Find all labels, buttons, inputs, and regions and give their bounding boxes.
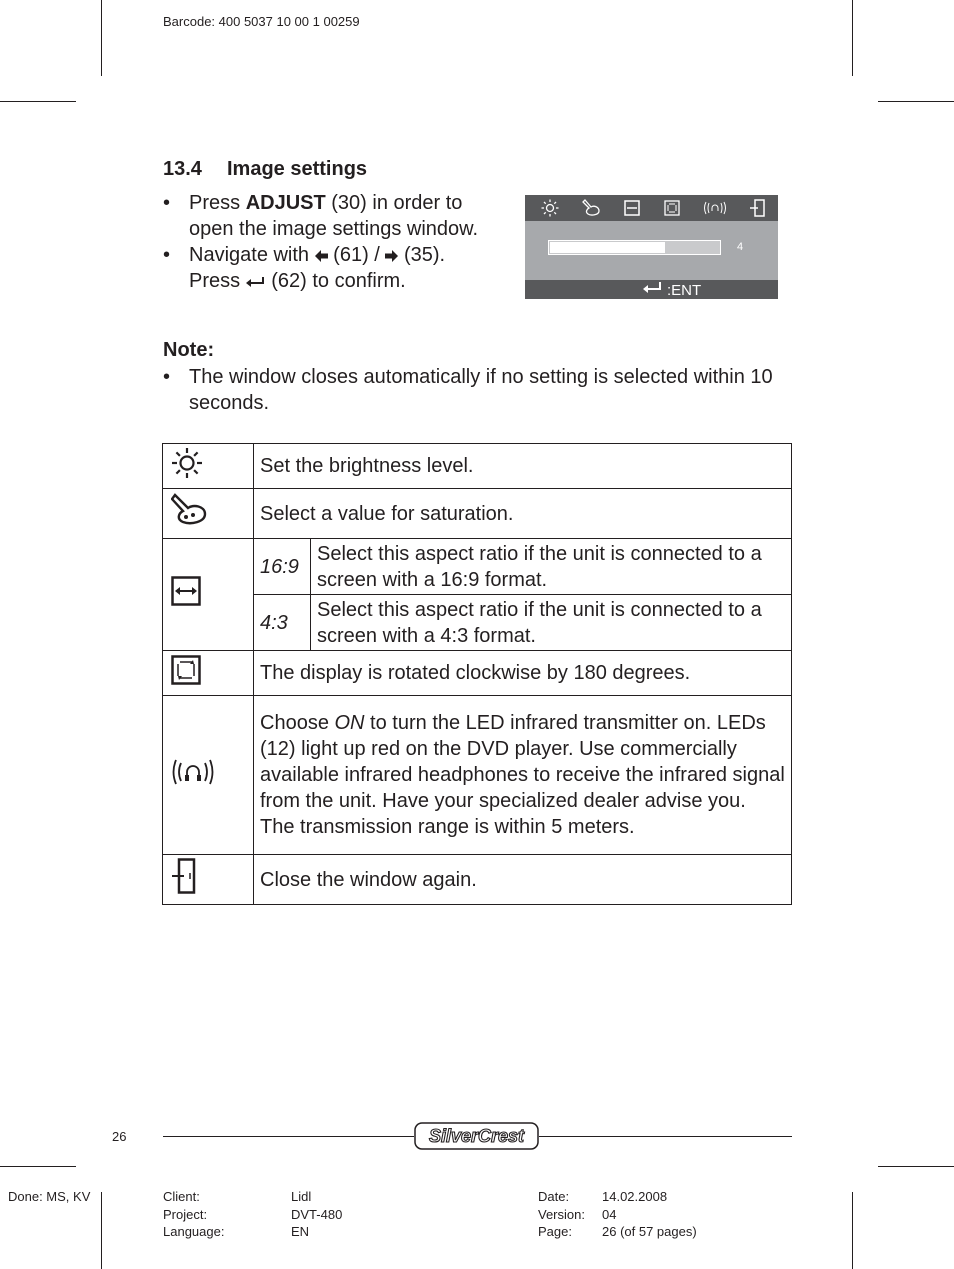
aspect-ratio-icon xyxy=(171,576,201,606)
brightness-icon xyxy=(540,199,560,217)
aspect-ratio-icon xyxy=(622,199,642,217)
crop-mark xyxy=(101,1192,102,1269)
table-row xyxy=(163,444,792,489)
table-icon-cell xyxy=(163,444,254,489)
table-row xyxy=(163,595,792,651)
osd-icon-bar xyxy=(525,195,778,221)
table-icon-cell xyxy=(163,696,254,855)
enter-icon xyxy=(246,276,266,288)
aspect-ratio-label: 4:3 xyxy=(254,595,311,651)
table-row xyxy=(163,696,792,855)
crop-mark xyxy=(852,1192,853,1269)
page-number: 26 xyxy=(112,1129,127,1144)
footer-values: Lidl DVT-480 EN xyxy=(291,1189,343,1239)
settings-table xyxy=(162,443,792,905)
done-label: Done: MS, KV xyxy=(8,1189,91,1204)
level-slider-fill xyxy=(550,242,665,253)
crop-mark xyxy=(878,101,954,102)
table-icon-cell xyxy=(163,651,254,696)
infrared-description: Choose ON to turn the LED infrared transmitter on. LEDs (12) light up red on the DVD player. Use commercially available infrared headphones to receive the infrared signal from the unit. Have your specialized dealer advise you. The transmission range is within 5 meters. xyxy=(254,696,792,855)
rotate-icon xyxy=(171,655,201,685)
table-icon-cell xyxy=(163,855,254,905)
table-icon-cell xyxy=(163,539,254,651)
arrow-left-icon xyxy=(315,250,328,262)
level-slider[interactable] xyxy=(548,240,721,255)
table-row xyxy=(163,539,792,595)
crop-mark xyxy=(852,0,853,76)
silvercrest-logo xyxy=(414,1122,539,1150)
footer-labels: Client: Project: Language: xyxy=(163,1189,225,1239)
infrared-headphones-icon xyxy=(703,199,727,217)
crop-mark xyxy=(0,101,76,102)
palette-icon xyxy=(582,199,602,217)
crop-mark xyxy=(101,0,102,76)
table-row xyxy=(163,855,792,905)
footer-divider xyxy=(539,1136,792,1137)
list-item: • Press ADJUST (30) in order to open the image settings window. xyxy=(163,192,479,240)
instruction-list xyxy=(163,190,508,294)
note-title: Note: xyxy=(163,339,215,361)
section-title: Image settings xyxy=(227,158,368,180)
image-settings-osd xyxy=(525,195,778,299)
note-text: • The window closes automatically if no setting is selected within 10 seconds. xyxy=(163,366,773,414)
section-heading xyxy=(163,158,367,181)
footer-divider xyxy=(163,1136,414,1137)
exit-icon xyxy=(171,858,197,894)
aspect-ratio-label: 16:9 xyxy=(254,539,311,595)
level-value: 4 xyxy=(737,241,744,253)
brightness-description: Set the brightness level. xyxy=(254,444,792,489)
saturation-description: Select a value for saturation. xyxy=(254,489,792,539)
barcode-text: Barcode: 400 5037 10 00 1 00259 xyxy=(163,14,360,29)
arrow-right-icon xyxy=(385,250,398,262)
table-icon-cell xyxy=(163,489,254,539)
enter-label: :ENT xyxy=(667,282,702,299)
exit-description: Close the window again. xyxy=(254,855,792,905)
enter-icon xyxy=(643,281,663,295)
crop-mark xyxy=(878,1166,954,1167)
list-item: • Navigate with (61) / (35). Press (62) to confirm. xyxy=(163,244,446,292)
brightness-icon xyxy=(171,447,203,479)
infrared-headphones-icon xyxy=(171,757,215,787)
footer-labels-2: Date: Version: Page: xyxy=(538,1189,585,1239)
svg-text:SilverCrest: SilverCrest xyxy=(428,1126,525,1146)
table-row xyxy=(163,489,792,539)
table-row xyxy=(163,651,792,696)
rotate-icon xyxy=(662,199,682,217)
rotate-description: The display is rotated clockwise by 180 degrees. xyxy=(254,651,792,696)
footer-values-2: 14.02.2008 04 26 (of 57 pages) xyxy=(602,1189,697,1239)
aspect-ratio-description: Select this aspect ratio if the unit is connected to a screen with a 4:3 format. xyxy=(311,595,792,651)
crop-mark xyxy=(0,1166,76,1167)
aspect-ratio-description: Select this aspect ratio if the unit is connected to a screen with a 16:9 format. xyxy=(311,539,792,595)
osd-footer xyxy=(525,280,778,299)
exit-icon xyxy=(749,199,769,217)
palette-icon xyxy=(171,493,207,527)
section-number: 13.4 xyxy=(163,158,202,180)
